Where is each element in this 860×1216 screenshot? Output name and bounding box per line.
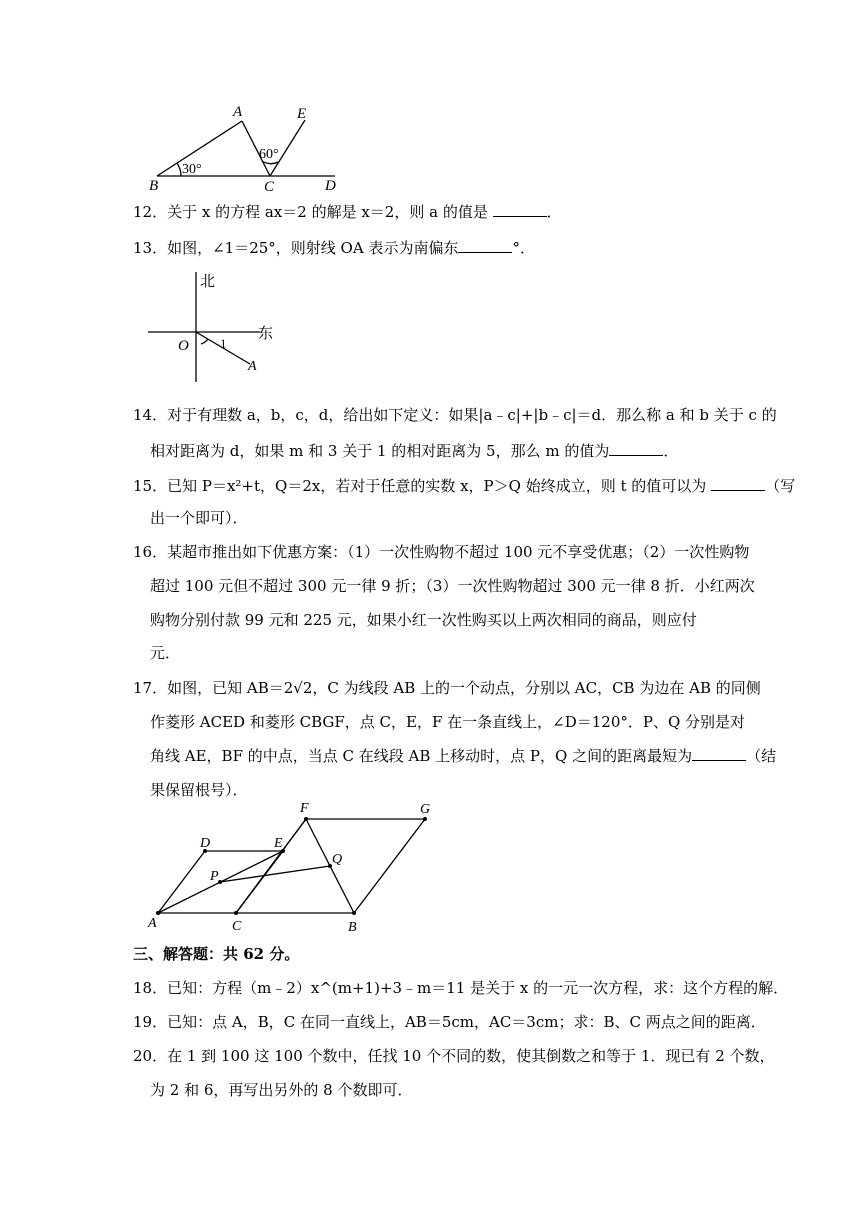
question-16-line-3: 购物分别付款 99 元和 225 元，如果小红一次性购买以上两次相同的商品，则应付 [150,611,697,629]
question-16-line-1: 16．某超市推出如下优惠方案：（1）一次性购物不超过 100 元不享受优惠；（2）一次性购物 [133,543,750,561]
label-q: Q [332,852,343,867]
question-14-line-2: 相对距离为 d，如果 m 和 3 关于 1 的相对距离为 5，那么 m 的值为 ． [150,442,679,460]
label-c: C [264,179,275,192]
question-17-line-2: 作菱形 ACED 和菱形 CBGF，点 C，E，F 在一条直线上，∠D＝120°．P、Q 分别是对 [150,713,746,731]
label-60-degree: 60° [259,147,279,162]
question-13: 13．如图，∠1＝25°，则射线 OA 表示为南偏东 °． [133,239,535,257]
answer-blank-12[interactable] [493,202,547,217]
question-18: 18．已知：方程（m﹣2）x^(m+1)+3﹣m＝11 是关于 x 的一元一次方程，求：这个方程的解． [133,979,789,997]
label-c: C [232,919,242,934]
question-20-line-1: 20．在 1 到 100 这 100 个数中，任找 10 个不同的数，使其倒数之和等于 1．现已有 2 个数， [133,1047,775,1065]
question-17-line-4: 果保留根号）． [150,781,248,799]
answer-blank-14[interactable] [609,441,663,456]
answer-blank-17[interactable] [692,746,746,761]
label-e: E [274,836,283,851]
question-15-line-1: 15．已知 P＝x²+t，Q＝2x，若对于任意的实数 x，P＞Q 始终成立，则 t 的值可以为 （写 [133,477,796,495]
label-b: B [348,920,357,935]
label-a: A [233,104,243,120]
section-3-heading: 三、解答题：共 62 分。 [133,945,300,963]
answer-blank-13[interactable] [458,238,512,253]
compass-figure [140,266,290,386]
question-14-line-1: 14．对于有理数 a，b，c，d，给出如下定义：如果|a﹣c|+|b﹣c|＝d．那么称 a 和 b 关于 c 的 [133,406,777,424]
label-g: G [420,802,431,817]
arc-30 [177,163,181,176]
label-b: B [149,178,159,192]
question-19: 19．已知：点 A，B，C 在同一直线上，AB＝5cm，AC＝3cm；求：B、C 两点之间的距离． [133,1013,766,1031]
angle-figure [145,100,355,192]
label-angle-1: 1 [220,336,227,351]
label-30-degree: 30° [182,162,202,177]
label-d: D [200,836,211,851]
label-d: D [325,178,336,192]
label-e: E [297,106,307,122]
question-16-line-2: 超过 100 元但不超过 300 元一律 9 折；（3）一次性购物超过 300 元一律 8 折．小红两次 [150,577,755,595]
line-ce [236,819,306,913]
label-o: O [178,338,189,354]
question-12: 12．关于 x 的方程 ax＝2 的解是 x＝2，则 a 的值是 ． [133,203,562,221]
label-a: A [148,916,157,931]
angle-1-arc [201,339,208,344]
question-17-line-3: 角线 AE，BF 的中点，当点 C 在线段 AB 上移动时，点 P，Q 之间的距离最短为 （结 [150,747,777,765]
rhombus-figure [140,800,440,935]
question-20-line-2: 为 2 和 6，再写出另外的 8 个数即可． [150,1081,413,1099]
question-17-line-1: 17．如图，已知 AB＝2√2，C 为线段 AB 上的一个动点，分别以 AC，CB 为边在 AB 的同侧 [133,679,761,697]
label-p: P [210,869,219,884]
label-east: 东 [258,324,274,342]
label-f: F [300,801,309,816]
label-north: 北 [200,272,216,290]
question-16-line-4: 元． [150,644,181,662]
answer-blank-15[interactable] [711,476,765,491]
label-a: A [248,359,257,374]
question-15-line-2: 出一个即可）． [150,509,248,527]
